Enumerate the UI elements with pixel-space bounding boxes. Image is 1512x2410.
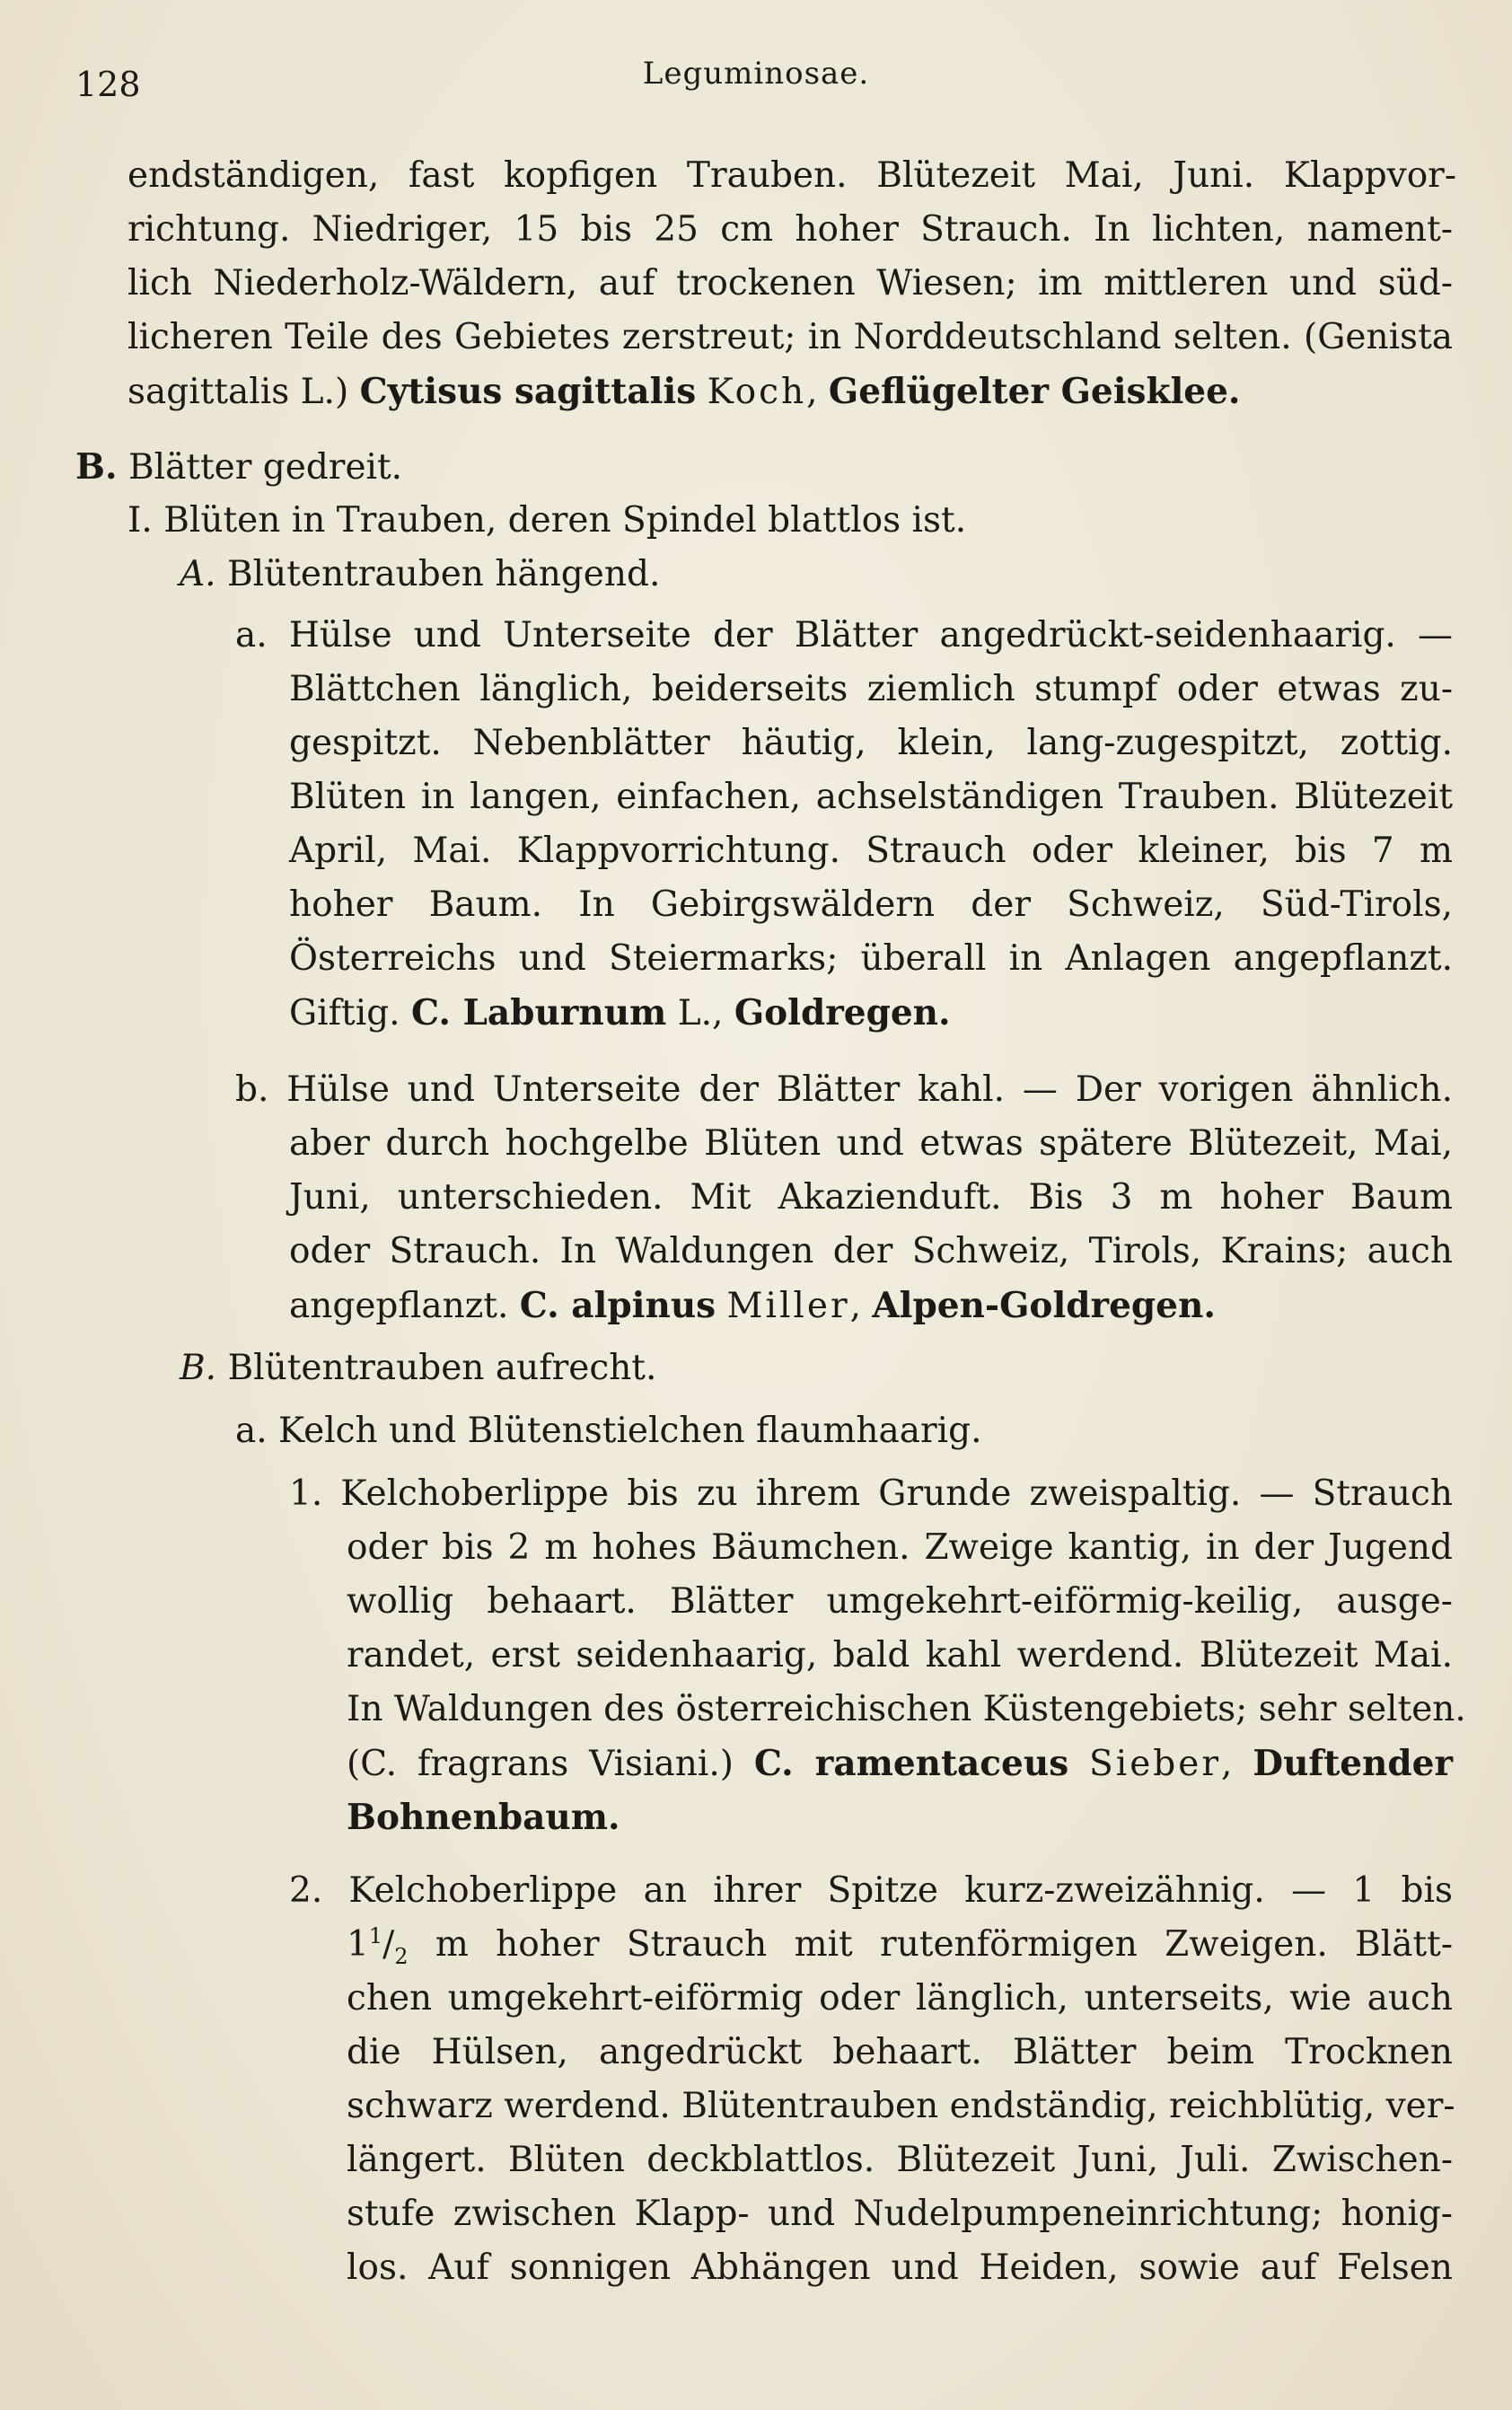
text-line <box>347 2031 1453 2074</box>
text-run: lich Niederholz-Wäldern, auf trockenen Wiesen; im mittleren und süd- <box>127 263 1453 303</box>
text-run: sagittalis L.) <box>127 372 360 412</box>
text-line <box>347 2247 1453 2290</box>
text-line <box>347 1580 1453 1623</box>
text-run: In Waldungen des österreichischen Küstengebiets; sehr selten. <box>347 1689 1466 1729</box>
taxon-name: Bohnenbaum. <box>347 1797 620 1838</box>
taxon-name: B. <box>75 446 118 488</box>
taxon-name: C. alpinus <box>519 1285 716 1326</box>
text-run: L., <box>666 993 734 1033</box>
text-run: richtung. Niedriger, 15 bis 25 cm hoher Strauch. In lichten, nament- <box>127 209 1453 250</box>
text-run: chen umgekehrt-eiförmig oder länglich, unterseits, wie auch <box>347 1978 1453 2019</box>
text-run: , <box>806 372 829 412</box>
text-run: stufe zwischen Klapp- und Nudelpumpeneinrichtung; honig- <box>347 2194 1453 2234</box>
text-line <box>127 208 1453 251</box>
text-run: b. Hülse und Unterseite der Blätter kahl. — Der vorigen ähnlich. <box>235 1069 1453 1110</box>
text-line <box>289 1122 1453 1165</box>
author-name: Sieber <box>1089 1744 1221 1784</box>
taxon-name: Alpen-Goldregen. <box>872 1285 1216 1326</box>
text-run: a. Hülse und Unterseite der Blätter angedrückt-seidenhaarig. — <box>235 615 1453 655</box>
text-run: wollig behaart. Blätter umgekehrt-eiförmig-keilig, ausge- <box>347 1581 1453 1622</box>
text-run: licheren Teile des Gebietes zerstreut; in Norddeutschland selten. (Genista <box>127 317 1453 357</box>
text-line <box>127 370 1322 414</box>
text-line <box>289 1473 1453 1516</box>
text-run: A. <box>180 554 216 594</box>
text-run <box>1068 1744 1089 1784</box>
text-line <box>347 1796 706 1840</box>
text-run: oder Strauch. In Waldungen der Schweiz, Tirols, Krains; auch <box>289 1231 1453 1271</box>
text-line <box>235 1069 1453 1112</box>
text-run: 1 <box>347 1924 369 1965</box>
taxon-name: Geflügelter Geisklee. <box>828 371 1241 412</box>
text-line <box>347 1526 1453 1570</box>
text-run: 2 <box>394 1943 409 1969</box>
author-name: Miller <box>726 1286 850 1326</box>
text-line <box>127 499 1025 542</box>
text-line <box>289 991 1025 1035</box>
text-line <box>235 614 1453 657</box>
text-line <box>347 1688 1466 1731</box>
text-run: April, Mai. Klappvorrichtung. Strauch oder kleiner, bis 7 m <box>289 831 1453 871</box>
text-run: Giftig. <box>289 993 411 1033</box>
text-line <box>75 445 453 489</box>
taxon-name: Cytisus sagittalis <box>359 371 697 412</box>
text-run: , <box>849 1286 873 1326</box>
text-line <box>289 668 1453 711</box>
text-run: endständigen, fast kopfigen Trauben. Blütezeit Mai, Juni. Klappvor- <box>127 155 1456 196</box>
text-run: randet, erst seidenhaarig, bald kahl werdend. Blütezeit Mai. <box>347 1635 1453 1676</box>
text-line <box>289 1230 1453 1273</box>
text-run: Blätter gedreit. <box>117 447 403 488</box>
text-line <box>127 316 1453 359</box>
text-run: Österreichs und Steiermarks; überall in Anlagen angepflanzt. <box>289 938 1453 979</box>
page-number: 128 <box>75 65 141 104</box>
text-run: a. Kelch und Blütenstielchen flaumhaarig. <box>235 1411 982 1451</box>
text-line <box>347 1923 1453 1969</box>
text-run: / <box>382 1924 395 1965</box>
text-run: 1. Kelchoberlippe bis zu ihrem Grunde zweispaltig. — Strauch <box>289 1473 1453 1514</box>
text-line <box>289 1284 1277 1328</box>
text-run: Blättchen länglich, beiderseits ziemlich stumpf oder etwas zu- <box>289 669 1453 709</box>
text-line <box>180 1347 682 1390</box>
text-line <box>289 830 1453 873</box>
text-run: Blütentrauben hängend. <box>215 554 661 594</box>
text-run: (C. fragrans Visiani.) <box>347 1744 754 1784</box>
text-run: schwarz werdend. Blütentrauben endständig, reichblütig, ver- <box>347 2086 1455 2126</box>
text-line <box>289 722 1453 765</box>
text-run: längert. Blüten deckblattlos. Blütezeit Juni, Juli. Zwischen- <box>347 2140 1453 2180</box>
text-run: 1 <box>368 1923 383 1948</box>
text-line <box>347 1634 1453 1677</box>
text-run: oder bis 2 m hohes Bäumchen. Zweige kantig, in der Jugend <box>347 1527 1453 1568</box>
text-run: los. Auf sonnigen Abhängen und Heiden, sowie auf Felsen <box>347 2247 1453 2288</box>
taxon-name: Duftender <box>1253 1743 1454 1784</box>
text-line <box>289 884 1453 927</box>
text-run: hoher Baum. In Gebirgswäldern der Schweiz, Süd-Tirols, <box>289 884 1453 925</box>
text-run: gespitzt. Nebenblätter häutig, klein, lang-zugespitzt, zottig. <box>289 723 1453 763</box>
text-line <box>289 1869 1453 1913</box>
text-line <box>127 262 1453 305</box>
text-run: m hoher Strauch mit rutenförmigen Zweigen. Blätt- <box>408 1924 1453 1965</box>
text-run: aber durch hochgelbe Blüten und etwas spätere Blütezeit, Mai, <box>289 1123 1453 1164</box>
text-run: , <box>1221 1744 1253 1784</box>
text-line <box>347 2193 1453 2236</box>
author-name: Koch <box>707 372 807 412</box>
text-run: Blütentrauben aufrecht. <box>216 1348 657 1388</box>
text-run <box>696 372 707 412</box>
taxon-name: Goldregen. <box>734 992 951 1033</box>
text-run <box>716 1286 726 1326</box>
text-line <box>180 553 682 596</box>
text-run: 2. Kelchoberlippe an ihrer Spitze kurz-zweizähnig. — 1 bis <box>289 1870 1453 1911</box>
text-line <box>347 1977 1453 2020</box>
text-line <box>127 154 1456 198</box>
text-run: Juni, unterschieden. Mit Akazienduft. Bis 3 m hoher Baum <box>289 1177 1453 1218</box>
text-line <box>289 937 1453 981</box>
taxon-name: C. Laburnum <box>410 992 667 1033</box>
text-run: angepflanzt. <box>289 1286 520 1326</box>
text-run: die Hülsen, angedrückt behaart. Blätter beim Trocknen <box>347 2032 1453 2072</box>
text-line <box>347 2139 1453 2182</box>
text-line <box>289 776 1453 819</box>
text-line <box>347 2085 1453 2128</box>
text-line <box>289 1176 1453 1219</box>
text-run: I. Blüten in Trauben, deren Spindel blattlos ist. <box>127 500 967 541</box>
taxon-name: C. ramentaceus <box>753 1743 1069 1784</box>
text-run: Blüten in langen, einfachen, achselständigen Trauben. Blütezeit <box>289 777 1453 817</box>
text-line <box>347 1742 1453 1786</box>
running-title: Leguminosae. <box>642 56 870 92</box>
text-line <box>235 1410 1043 1453</box>
text-run: B. <box>180 1348 217 1388</box>
